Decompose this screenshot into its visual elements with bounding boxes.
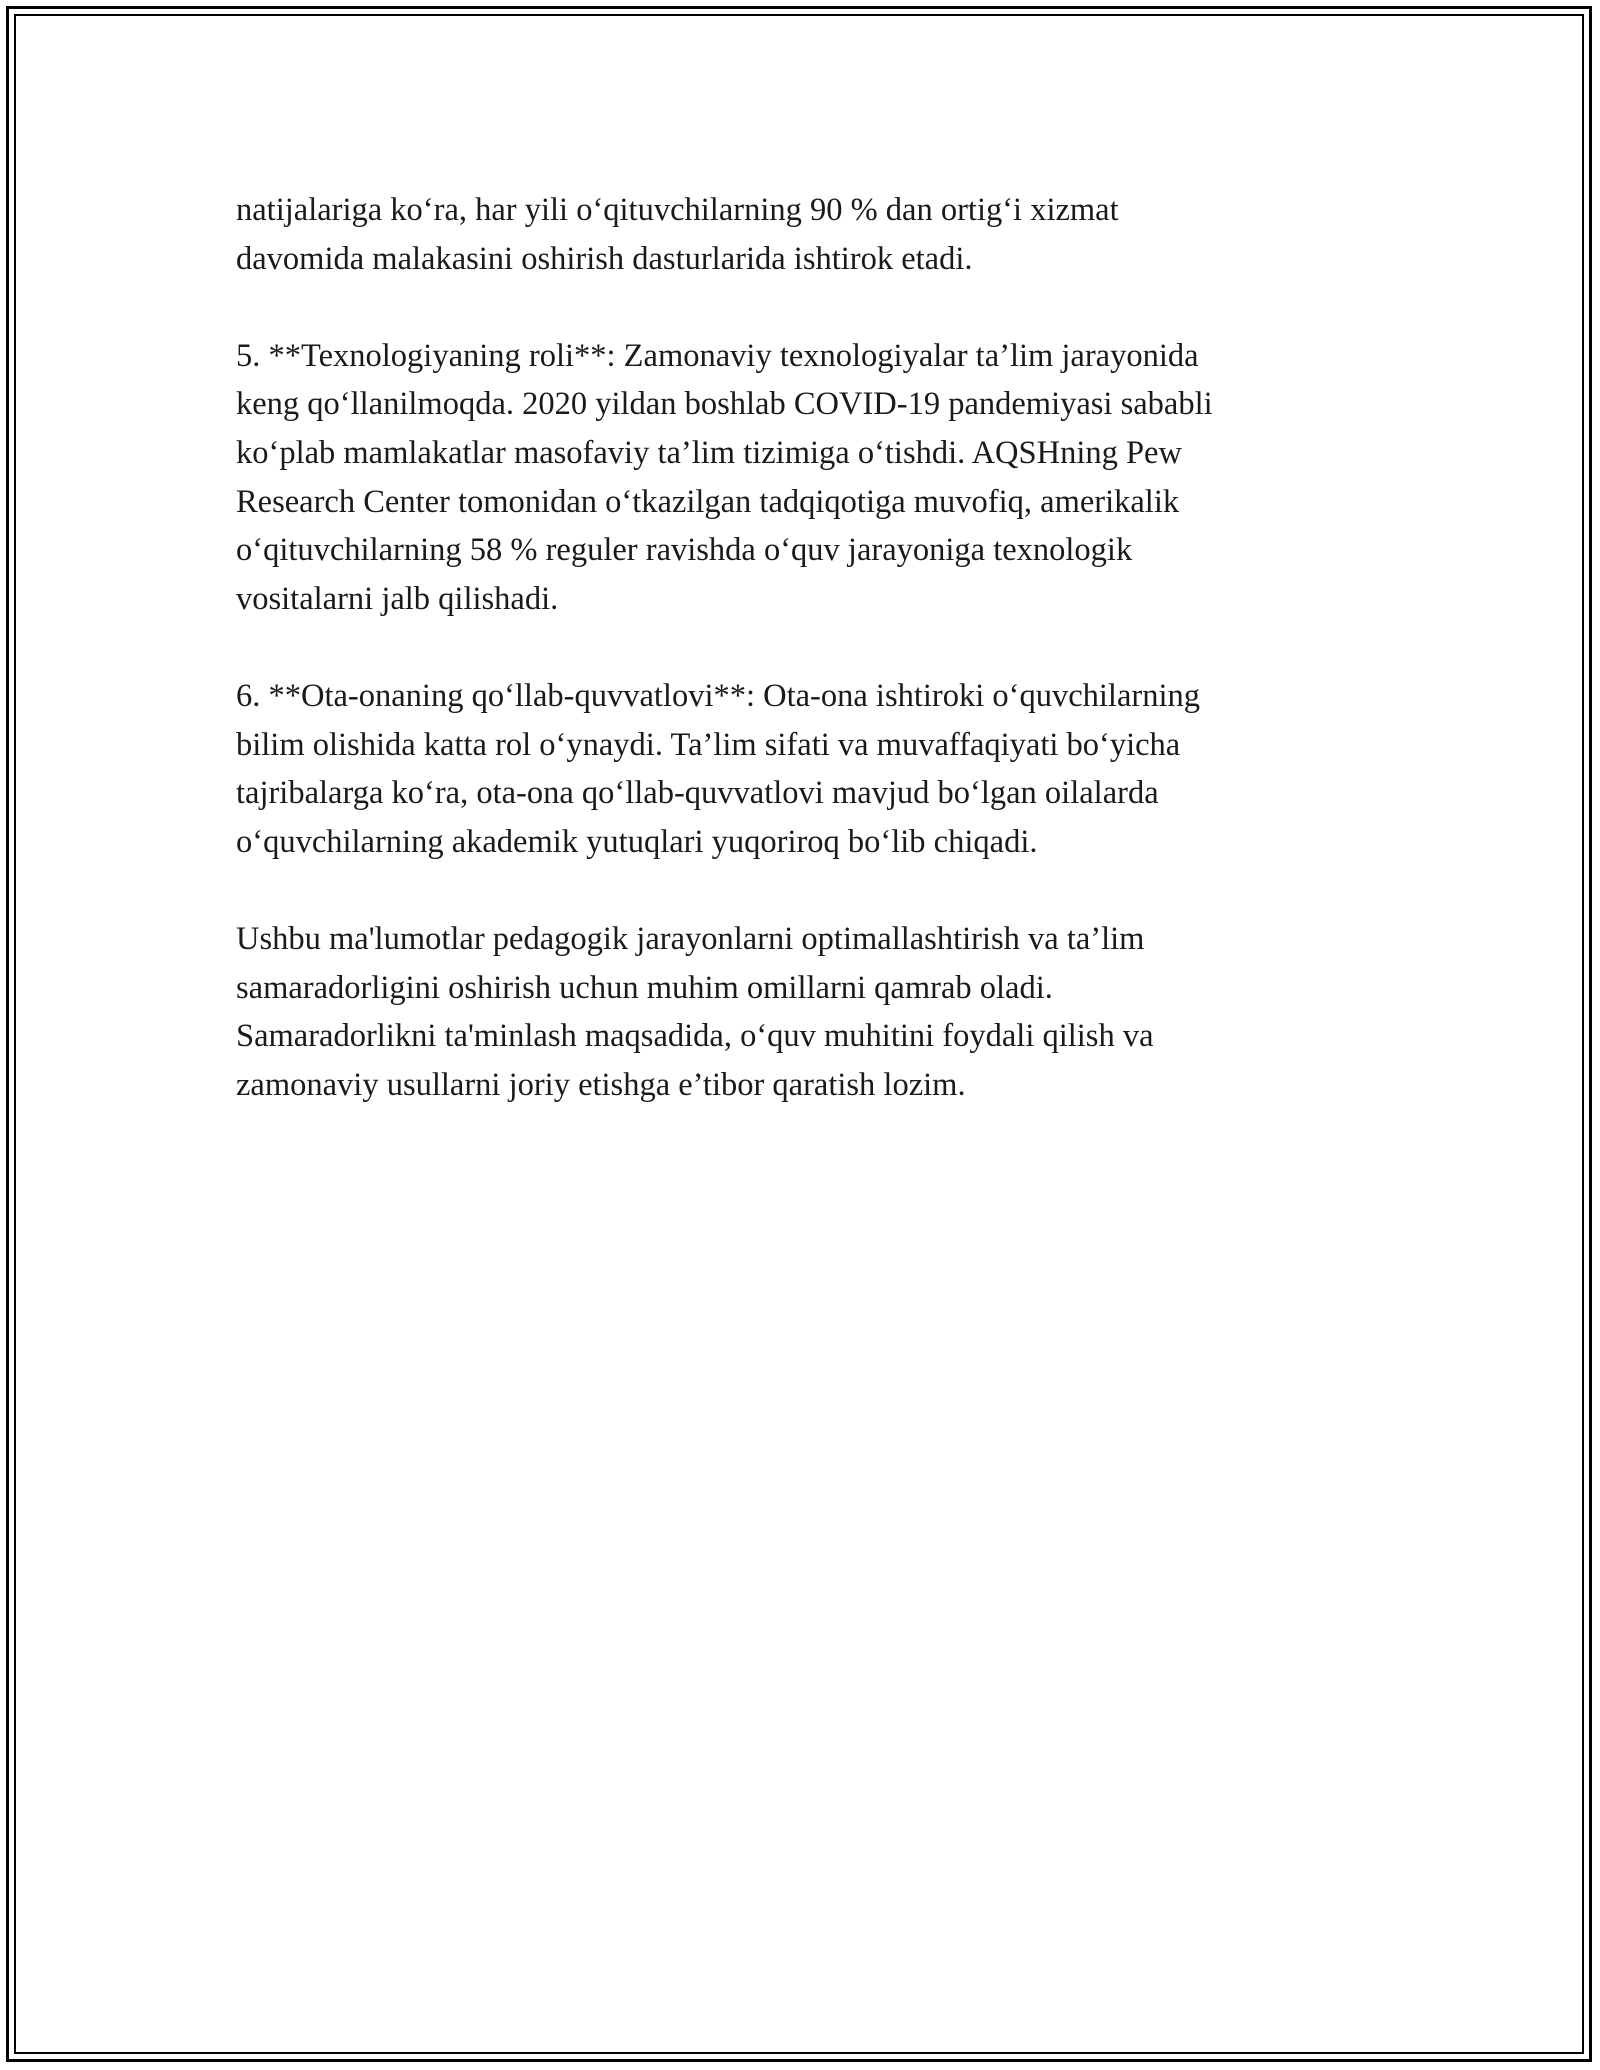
paragraph-parental-support: [236, 672, 1366, 866]
text-line: Ushbu ma'lumotlar pedagogik jarayonlarni optimallashtirish va ta’lim: [236, 920, 1145, 957]
text-line: samaradorligini oshirish uchun muhim omillarni qamrab oladi.: [236, 969, 1053, 1006]
document-body: [236, 186, 1366, 1109]
text-line: zamonaviy usullarni joriy etishga e’tibor qaratish lozim.: [236, 1066, 966, 1103]
text-line: o‘qituvchilarning 58 % reguler ravishda o‘quv jarayoniga texnologik: [236, 532, 1133, 569]
text-line: 6. **Ota-onaning qo‘llab-quvvatlovi**: Ota-ona ishtiroki o‘quvchilarning: [236, 677, 1200, 714]
text-line: Samaradorlikni ta'minlash maqsadida, o‘quv muhitini foydali qilish va: [236, 1018, 1154, 1055]
text-line: natijalariga ko‘ra, har yili o‘qituvchilarning 90 % dan ortig‘i xizmat: [236, 192, 1119, 228]
text-line: davomida malakasini oshirish dasturlarida ishtirok etadi.: [236, 240, 973, 277]
text-line: 5. **Texnologiyaning roli**: Zamonaviy texnologiyalar ta’lim jarayonida: [236, 337, 1199, 374]
paragraph-conclusion: [236, 915, 1366, 1109]
text-line: o‘quvchilarning akademik yutuqlari yuqoriroq bo‘lib chiqadi.: [236, 823, 1038, 860]
paragraph-teacher-training: [236, 186, 1366, 283]
text-line: Research Center tomonidan o‘tkazilgan tadqiqotiga muvofiq, amerikalik: [236, 483, 1180, 520]
text-line: keng qo‘llanilmoqda. 2020 yildan boshlab COVID-19 pandemiyasi sababli: [236, 386, 1213, 423]
text-line: ko‘plab mamlakatlar masofaviy ta’lim tizimiga o‘tishdi. AQSHning Pew: [236, 434, 1182, 471]
text-line: vositalarni jalb qilishadi.: [236, 580, 559, 617]
text-line: tajribalarga ko‘ra, ota-ona qo‘llab-quvvatlovi mavjud bo‘lgan oilalarda: [236, 775, 1159, 812]
paragraph-technology-role: [236, 332, 1366, 624]
text-line: bilim olishida katta rol o‘ynaydi. Ta’lim sifati va muvaffaqiyati bo‘yicha: [236, 726, 1181, 763]
